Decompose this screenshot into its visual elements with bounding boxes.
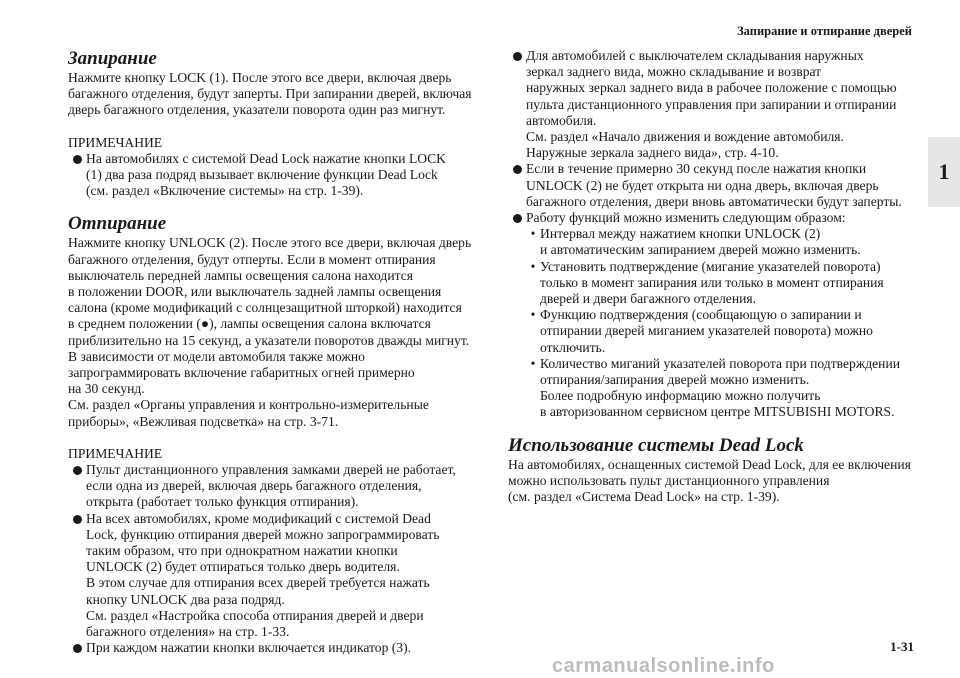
- sub-list-item: [508, 356, 918, 421]
- unlocking-text-line: Нажмите кнопку UNLOCK (2). После этого все двери, включая дверь: [68, 235, 472, 251]
- bullet-icon: [508, 210, 526, 226]
- note-line: (см. раздел «Включение системы» на стр. 1-39).: [86, 183, 364, 199]
- note-line: На всех автомобилях, кроме модификаций с системой Dead: [86, 510, 431, 526]
- sub-line: отпирании дверей миганием указателей поворота) можно: [540, 323, 873, 339]
- note-line: пульта дистанционного управления при запирании и отпирании: [526, 96, 897, 112]
- locking-text-line: дверь багажного отделения, указатели поворота один раз мигнут.: [68, 102, 446, 118]
- unlocking-text-line: В зависимости от модели автомобиля также можно: [68, 348, 365, 364]
- note-line: Для автомобилей с выключателем складывания наружных: [526, 48, 864, 63]
- note-line: открыта (работает только функция отпирания).: [86, 494, 359, 510]
- sub-bullet-icon: •: [530, 307, 536, 323]
- watermark: carmanualsonline.info: [552, 655, 775, 677]
- note-line: автомобиля.: [526, 112, 597, 128]
- sub-bullet-icon: •: [530, 258, 536, 274]
- unlocking-text-line: См. раздел «Органы управления и контрольно-измерительные: [68, 397, 429, 413]
- sub-line: Функцию подтверждения (сообщающую о запирании и: [540, 307, 862, 323]
- dead-lock-text-line: (см. раздел «Система Dead Lock» на стр. 1-39).: [508, 489, 780, 505]
- page-header-title: Запирание и отпирание дверей: [737, 24, 912, 38]
- note-line: Наружные зеркала заднего вида», стр. 4-10.: [526, 145, 779, 161]
- note-line: (1) два раза подряд вызывает включение функции Dead Lock: [86, 167, 438, 183]
- note-line: Пульт дистанционного управления замками дверей не работает,: [86, 462, 456, 478]
- bullet-icon: [68, 151, 86, 200]
- dead-lock-text-line: На автомобилях, оснащенных системой Dead Lock, для ее включения: [508, 456, 911, 472]
- sub-line: Более подробную информацию можно получить: [540, 388, 821, 404]
- sub-line: только в момент запирания или только в момент отпирания: [540, 274, 884, 290]
- note-line: UNLOCK (2) не будет открыта ни одна дверь, включая дверь: [526, 177, 879, 193]
- bullet-icon: [68, 640, 86, 656]
- unlocking-text-line: приблизительно на 15 секунд, а указатели поворотов дважды мигнут.: [68, 332, 470, 348]
- unlocking-text-line: приборы», «Вежливая подсветка» на стр. 3-71.: [68, 413, 339, 429]
- dead-lock-text-line: можно использовать пульт дистанционного управления: [508, 472, 830, 488]
- note-bullet: [68, 462, 493, 511]
- locking-heading: Запирание: [68, 48, 157, 69]
- dead-lock-heading: Использование системы Dead Lock: [508, 434, 804, 456]
- note-line: В этом случае для отпирания всех дверей требуется нажать: [86, 575, 430, 591]
- bullet-icon: [508, 161, 526, 210]
- note-line: См. раздел «Настройка способа отпирания дверей и двери: [86, 607, 424, 623]
- note-line: Lock, функцию отпирания дверей можно запрограммировать: [86, 526, 440, 542]
- right-column: [508, 48, 918, 505]
- sub-line: Количество миганий указателей поворота при подтверждении: [540, 355, 900, 371]
- sub-line: Установить подтверждение (мигание указателей поворота): [540, 258, 881, 274]
- unlocking-heading: Отпирание: [68, 213, 167, 235]
- bullet-icon: [68, 462, 86, 511]
- note-bullet: [68, 511, 493, 641]
- locking-text-line: багажного отделения, будут заперты. При запирании дверей, включая: [68, 86, 472, 102]
- note-line: кнопку UNLOCK два раза подряд.: [86, 591, 285, 607]
- note-bullet: [508, 48, 918, 161]
- unlocking-text-line: багажного отделения, будут отперты. Если в момент отпирания: [68, 251, 436, 267]
- unlocking-text-line: в среднем положении (●), лампы освещения салона включатся: [68, 316, 431, 332]
- bullet-icon: [508, 48, 526, 161]
- sub-line: отпирания/запирания дверей можно изменить.: [540, 372, 810, 388]
- note-line: зеркал заднего вида, можно складывание и возврат: [526, 64, 822, 80]
- unlocking-text-line: выключатель передней лампы освещения салона находится: [68, 267, 413, 283]
- note-line: UNLOCK (2) будет отпираться только дверь водителя.: [86, 559, 400, 575]
- sub-line: отключить.: [540, 339, 606, 355]
- bullet-icon: [68, 511, 86, 641]
- note-line: На автомобилях с системой Dead Lock нажатие кнопки LOCK: [86, 150, 446, 166]
- left-column: [68, 48, 493, 657]
- note-bullet: [508, 210, 918, 226]
- sub-list-item: [508, 307, 918, 356]
- note-line: наружных зеркал заднего вида в рабочее положение с помощью: [526, 80, 897, 96]
- note-line: если одна из дверей, включая дверь багажного отделения,: [86, 478, 422, 494]
- chapter-tab: 1: [928, 137, 960, 207]
- sub-list-item: [508, 259, 918, 308]
- note-line: Работу функций можно изменить следующим образом:: [526, 210, 846, 226]
- unlocking-text-line: в положении DOOR, или выключатель задней лампы освещения: [68, 284, 442, 300]
- page-number: 1-31: [890, 639, 914, 654]
- note-bullet: [68, 640, 493, 656]
- note-line: Если в течение примерно 30 секунд после нажатия кнопки: [526, 161, 867, 177]
- sub-line: Интервал между нажатием кнопки UNLOCK (2): [540, 226, 821, 242]
- note-bullet: [68, 151, 493, 200]
- sub-line: в авторизованном сервисном центре MITSUBISHI MOTORS.: [540, 404, 895, 420]
- locking-text-line: Нажмите кнопку LOCK (1). После этого все двери, включая дверь: [68, 70, 452, 85]
- unlocking-text-line: на 30 секунд.: [68, 381, 145, 397]
- unlocking-text-line: запрограммировать включение габаритных огней примерно: [68, 365, 415, 381]
- sub-line: дверей и двери багажного отделения.: [540, 291, 757, 307]
- note-line: См. раздел «Начало движения и вождение автомобиля.: [526, 129, 844, 145]
- note-label: ПРИМЕЧАНИЕ: [68, 134, 163, 150]
- note-line: таким образом, что при однократном нажатии кнопки: [86, 543, 398, 559]
- note-line: багажного отделения» на стр. 1-33.: [86, 624, 290, 640]
- note-line: При каждом нажатии кнопки включается индикатор (3).: [86, 640, 412, 656]
- sub-list-item: [508, 226, 918, 258]
- sub-bullet-icon: •: [530, 226, 536, 242]
- sub-line: и автоматическим запиранием дверей можно изменить.: [540, 242, 861, 258]
- note-line: багажного отделения, двери вновь автоматически будут заперты.: [526, 193, 902, 209]
- note-bullet: [508, 161, 918, 210]
- note-label: ПРИМЕЧАНИЕ: [68, 445, 163, 461]
- sub-bullet-icon: •: [530, 355, 536, 371]
- unlocking-text-line: салона (кроме модификаций с солнцезащитной шторкой) находится: [68, 300, 462, 316]
